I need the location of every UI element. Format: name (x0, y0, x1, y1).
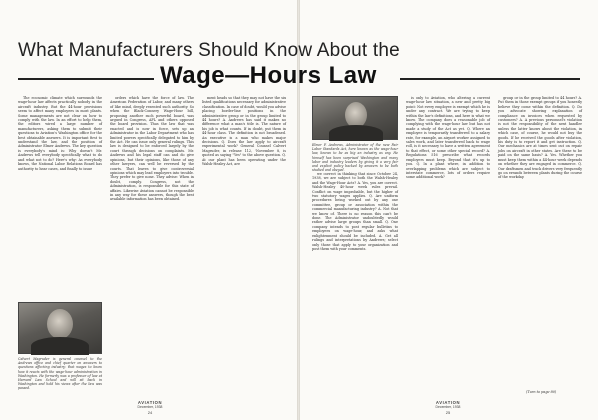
body-text: we correct in thinking that since October 24, 1938, we are subject to both the Walsh-Healey and the Wage-Hour Acts? A. Yes, you are correct. Walsh-Healey 40-hour week rules prevail. Conflict on wage improbable, but the higher of two statutory wages applies. Q. Are uniform procedures being worked out by any one committee, group or association within the commercial manufacturing industry? A. Not that we know of. There is no reason this can't be done. The Administrator undoubtedly would rather advise large groups than small. Q. One company intends to post regular bulletins to employees on wage-hour, and asks what enlightenment should be included. A. Get all rulings and interpretations by Andrews; select only those that apply to your organization and post them with your comments. (312, 172, 398, 251)
portrait-shoulders (329, 125, 383, 141)
page-footer-left (120, 400, 180, 415)
continued-note: (Turn to page 80) (526, 390, 557, 394)
body-text: group or in the group limited to 44 hours? A. Put them in those exempt groups if you honestly believe they come within the definition. Q. Do you advocate showing explanation of compliance on invoices when requested by customers? A. A previous personnel's violation is not the responsibility of the next handler unless the latter knows about the violation, in which case, of course, he would not buy the goods. If he received the goods after violation, his duty is to report it and get instruction. Q. Our mechanics are at times sent out on repair jobs on aircraft in other states. Are these to be paid on the same basis? A. Yes. Whether you must keep them within a 44-hour week depends on whether they are engaged in commerce. Q. Our draftsmen and truck drivers very frequently go on errands between plants during the course of the workday. (498, 96, 582, 180)
right-column-3 (498, 96, 582, 386)
left-column-3 (202, 96, 286, 392)
body-text: is only to Aviation, who altering a current wage-hour law situation, a new and pretty big point: Not every employee is exempt which he is under any contract. We are trying to keep within the law's definitions, and here is what we know. The company does a reasonable job of complying with the wage-hour law but has not made a study of the Act as yet. Q. Where an employee is temporarily transferred to a salary rate, for example, an airport worker assigned to sales work, and later transferred back to wage roll, is it necessary to have a written agreement to that effect, or some other special record? A. Regulations 516 prescribe what records employers must keep. Beyond that it's up to you. Q. In a plant where, in addition to overlapping problems which are subject to interstate commerce, lots of orders require some additional work? (406, 96, 490, 180)
body-text: The economic climate which surrounds the wage-hour law affects practically nobody in the aircraft industry. But the 44-hour provisions seem to affect many employees in most plants. Some managements are not clear on how to comply with the law. In an effort to help them, the editors wired a large number of manufacturers, asking them to submit their questions to Aviation's Washington office for the best obtainable answers. It is important first to understand the law, and the position of Administrator Elmer Andrews. The key question is everybody's mind is: Why doesn't Mr. Andrews tell everybody specifically what to do and what not to do? Here's why: As everybody knows, the National Labor Relations Board has authority to hear cases, and finally to issue (18, 96, 102, 171)
article-title-line-1: What Manufacturers Should Know About the (18, 40, 400, 61)
title-rule-right (400, 78, 580, 80)
page-footer-right (418, 400, 478, 415)
photo-caption-left: Calvert Magruder is general counsel to the Andrews office and chief quarter on answers to questions affecting industry: that wages to know how it reacts with the wage-hour administration in Washington. He formerly was a professor of law at Harvard Law School and will sit back in Washington and hold his views after the law was passed. (18, 357, 102, 391)
magazine-name: AVIATION (137, 400, 163, 405)
article-title-line-2: Wage—Hours Law (160, 62, 377, 89)
issue-date: December, 1938 (435, 405, 461, 409)
page-number: 25 (445, 410, 451, 415)
photo-caption-right: Elmer F. Andrews, Administrator of the new Fair Labor Standards Act, here known as the wage-hour law, known to be as big an industry as any. He himself has been surprised Washington and many labor and industry leaders by giving it a very fair and explicit policy backed by answers to be both studied and obeyed. (312, 143, 398, 173)
portrait-photo-magruder (18, 302, 102, 354)
left-column-1 (18, 96, 102, 296)
right-column-2 (406, 96, 490, 392)
body-text: orders which have the force of law. The American Federation of Labor, and many others of like mind, deeply resented such authority. So when the Black-Connery Wage-Hour bill, proposing another such powerful board, was argued in Congress, AFL and others opposed the board provision. Thus the law that was enacted and is now in force, sets up an Administrator in the Labor Department who has limited powers specifically delegated to him by the Act. He can issue only general rulings. This law is designed to be enforced largely by the court through decisions on complaints. Mr. Andrews and his legal staff can and do give opinions, but their opinions, like those of any other lawyers, can well be reversed by the courts. That leaves to give controversial opinions which may lead employers into trouble. They prefer to give none. They advise: When in doubt, comply. Congress, not the Administration, is responsible for this state of affairs. Likewise Aviation cannot be responsible in any way for these answers, though the best available information has been obtained. (110, 96, 194, 202)
body-text: ment heads so that they may not have the six listed qualifications necessary for administrative classification. In case of doubt, would you advise placing border-line positions in the administrative group or in the group limited to 44 hours? A. Andrews has said it makes no difference what a man's title is. The nature of his job is what counts. If in doubt, put them in 44-hour class. The definition is not broadened. An executive is a man who makes major decisions. Q. Does the law apply to aircraft experimental work? General Counsel Calvert Magruder, in release 112, 'November 8, is quoted as saying "Yes" to the above question. Q. At our plant has been operating under the Walsh-Healey Act, are (202, 96, 286, 167)
portrait-photo-andrews (312, 96, 398, 140)
magazine-name: AVIATION (435, 400, 461, 405)
left-column-2 (110, 96, 194, 392)
portrait-shoulders (31, 337, 89, 355)
issue-date: December, 1938 (137, 405, 163, 409)
right-column-1 (312, 172, 398, 392)
portrait-face (47, 309, 73, 339)
page-number: 24 (147, 410, 153, 415)
title-rule-left (18, 78, 154, 80)
